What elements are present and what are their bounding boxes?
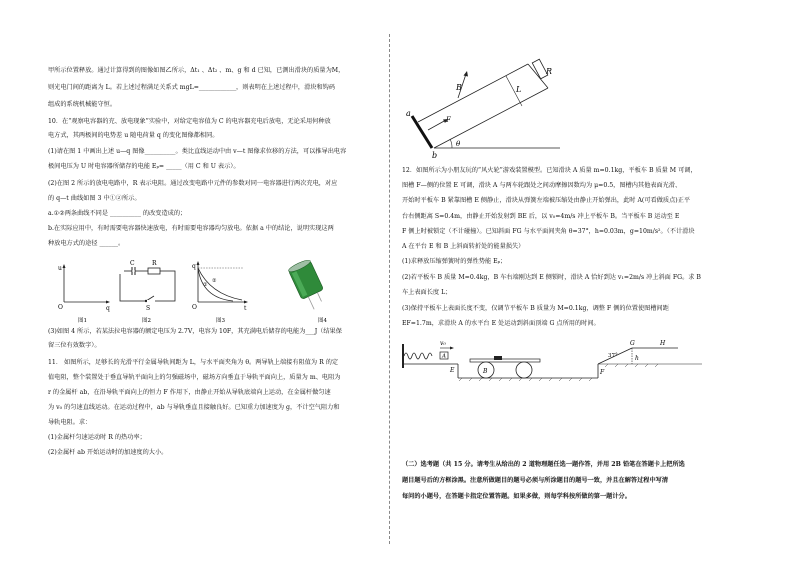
q11-text: (1)金属杆匀速运动时 R 的热功率； <box>48 434 146 441</box>
q12-text: 图槽 F—侧的位置 E 可调，滑块 A 与两车轮跟处之间动摩擦因数均为 μ=0.5，图槽内其他表面光滑、 <box>402 182 682 189</box>
q11-text: 11． 如图所示，足够长的光滑平行金属导轨间距为 L，与水平面夹角为 θ。两导轨上端接有阻值为 R 的定 <box>48 359 339 366</box>
origin-label: O <box>58 304 63 311</box>
q10-text: b.在实际应用中，有时需要电容器快速放电，有时需要电容器均匀放电。依据 a 中的结论，说明实现这两 <box>48 225 334 232</box>
switch-label: S <box>146 305 151 312</box>
label-a: a <box>406 109 411 118</box>
q11-text: 值电阻，整个装置处于垂直导轨平面向上的匀强磁场中，磁场方向垂直于导轨平面向上，质量为 m、电阻为 <box>48 374 341 381</box>
label-h: h <box>635 355 639 362</box>
q12-text: 开始时平板车 B 紧靠图槽 E 侧静止，滑块从弹簧左端被压缩处由静止开始弹出，此时 A(可看做质点)正平 <box>402 197 691 204</box>
q10-text: 种放电方式的途径 ______。 <box>48 240 125 247</box>
q11-text: 导轨电阻。求： <box>48 419 92 426</box>
text-line: 甲所示位置释放。通过计算得到的图像如图乙所示，Δt₁ 、Δt₂ 、m、g 和 d 已知，已测出滑块的质量为M， <box>48 67 345 74</box>
q12-text: 车上表面长度 L； <box>402 289 452 296</box>
capacitor-label: C <box>130 260 135 267</box>
label-G: G <box>630 340 635 347</box>
label-L: L <box>516 85 522 94</box>
label-H: H <box>660 340 666 347</box>
axis-label-u: u <box>58 265 62 272</box>
text-line: 则光电门间的距离为 L。若上述过程满足关系式 mgL=____________，则表明在上述过程中，滑块和钩码 <box>48 84 336 91</box>
q12-text: (2)若平板车 B 质量 M=0.4kg，B 车右端刚达到 E 侧锁时，滑块 A 恰好到达 v₁=2m/s 冲上斜面 FG。求 B <box>402 274 701 281</box>
axis-label-q: q <box>106 305 110 312</box>
label-v0: v₀ <box>440 340 446 347</box>
q12-text: EF=1.7m，求滑块 A 的水平台 E 处运动到斜面顶端 G 点所用的时间。 <box>402 320 600 327</box>
q11-text: 为 v₀ 的匀速直线运动。在运动过程中，ab 与导轨垂直且接触良好。已知重力加速度为 g，不计空气阻力和 <box>48 404 340 411</box>
figure-caption: 图4 <box>318 318 327 324</box>
q10-text: 留三位有效数字）。 <box>48 342 101 349</box>
label-B-cart: B <box>483 368 488 375</box>
figure-caption: 图2 <box>142 318 151 324</box>
resistor-label: R <box>152 260 157 267</box>
q10-text: 极间电压为 U 时电容器所储存的电能 Eₚ= _____（用 C 和 U 表示）。 <box>48 163 240 170</box>
label-B: B <box>456 83 462 92</box>
q12-text: 台右侧距离 S=0.4m，由静止开始发射到 BE 后，以 v₀=4m/s 冲上平板车 B。当平板车 B 运动至 E <box>402 213 680 220</box>
q12-text: A 在平台 E 和 B 上斜面转折处的能量损失） <box>402 243 525 250</box>
q12-text: F 侧上时被锁定（不计碰撞）。已知斜面 FG 与水平面间夹角 θ=37°，h=0.03m，g=10m/s²。（不计滑块 <box>402 228 695 235</box>
q10-text: 电方式，其两极间的电势差 u 随电荷量 q 的变化图像都相同。 <box>48 132 219 139</box>
q12-text: (1)求释放压缩弹簧时的弹性势能 Eₚ； <box>402 258 507 265</box>
label-E: E <box>450 367 455 374</box>
label-R: R <box>546 67 553 76</box>
label-b: b <box>432 151 438 160</box>
figure-caption: 图1 <box>78 318 87 324</box>
curve-label-2: ② <box>212 278 217 284</box>
q10-text: 10．在“观察电容器的充、放电现象”实验中，对给定电容值为 C 的电容器充电后放电，无论采用何种放 <box>48 118 331 125</box>
q10-text: (1)请在图 1 中画出上述 u—q 图像__________。类比直线运动中由 v—t 图像求位移的方法，可以推导出电容 <box>48 148 347 155</box>
figure-2-circuit <box>118 260 175 324</box>
inclined-rails-figure <box>400 50 570 162</box>
wheel-apparatus-figure <box>402 334 702 384</box>
q11-text: r 的金属杆 ab，在沿导轨平面向上的恒力 F 作用下，由静止开始从导轨底端向上运动，在金属杆做匀速 <box>48 389 331 396</box>
figures-1-4 <box>48 258 378 326</box>
label-F: F <box>446 116 451 124</box>
figure-caption: 图3 <box>216 318 225 324</box>
figure-3 <box>192 261 248 324</box>
label-A: A <box>442 353 446 360</box>
figure-1 <box>58 264 110 324</box>
curve-label-1: ① <box>203 282 208 288</box>
q12-text: 12．如图所示为小朋友玩的“风火轮”游戏装置模型。已知滑块 A 质量 m=0.1kg，平板车 B 质量 M 可调， <box>402 167 697 174</box>
text-line: 组成的系统机械能守恒。 <box>48 101 117 108</box>
label-theta: θ <box>456 140 461 148</box>
q10-text: 的 q—t 曲线如图 3 中①②所示。 <box>48 195 141 202</box>
q10-text: (2)在图 2 所示的放电电路中，R 表示电阻。通过改变电路中元件的参数对同一电容器进行两次充电，对应 <box>48 180 338 187</box>
selection-instructions: 题目题号后的方框涂黑。注意所做题目的题号必须与所涂题目的题号一致，并且在解答过程中写清 <box>402 477 669 484</box>
q10-text: a.①②两条曲线不同是 __________ 的改变造成的； <box>48 210 187 217</box>
figure-4-capacitor <box>287 258 329 324</box>
q12-text: (3)保持平板车上表面长度不变，仅调节平板车 B 质量为 M=0.1kg，调整 F 侧的位置使图槽间距 <box>402 305 669 312</box>
selection-instructions: 每问的小题号，在答题卡指定位置答题。如果多做，则每学科按所做的第一题计分。 <box>402 493 631 500</box>
label-angle: 37° <box>608 353 618 359</box>
axis-label-q: q <box>192 263 196 270</box>
q11-text: (2)金属杆 ab 开始运动时的加速度的大小。 <box>48 449 168 456</box>
axis-label-t: t <box>244 305 247 312</box>
label-F-ramp: F <box>600 369 605 376</box>
selection-instructions: （二）选考题（共 15 分。请考生从给出的 2 道物理题任选一题作答，并用 2B 铅笔在答题卡上把所选 <box>402 461 685 468</box>
column-divider <box>389 34 390 544</box>
origin-label: O <box>192 304 197 311</box>
q10-text: (3)如图 4 所示，若某法拉电容器的额定电压为 2.7V，电容为 10F，其充满电后储存的电能为___J（结果保 <box>48 328 342 335</box>
